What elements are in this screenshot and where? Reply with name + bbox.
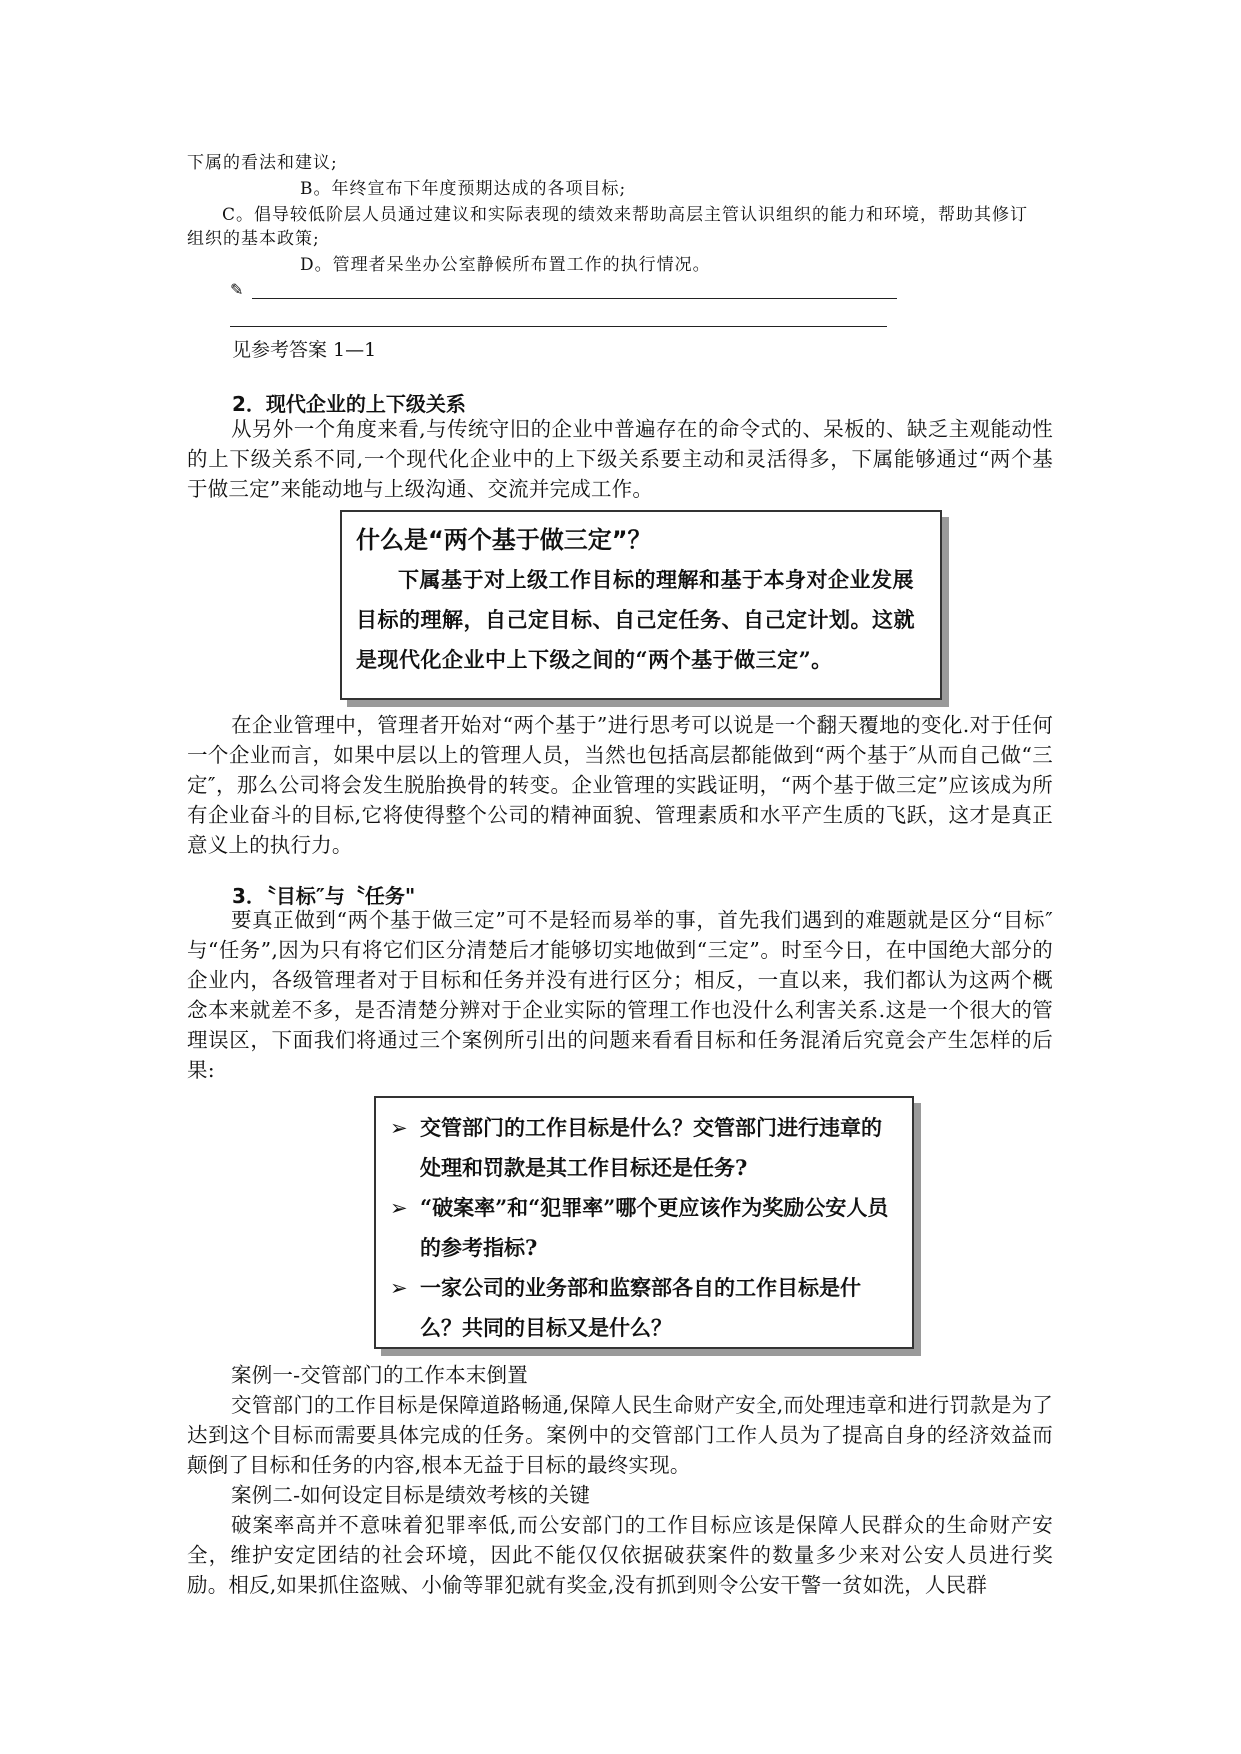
- question-text: “破案率”和“犯罪率”哪个更应该作为奖励公安人员的参考指标?: [420, 1195, 889, 1260]
- arrow-bullet-icon: ➢: [390, 1276, 408, 1300]
- question-item: [390, 1108, 898, 1188]
- question-item: [390, 1188, 898, 1268]
- answer-line-2: [230, 326, 887, 327]
- pencil-icon: ✎: [230, 280, 244, 299]
- answer-line-1: [252, 298, 897, 299]
- answer-reference: 见参考答案 1—1: [232, 339, 377, 361]
- arrow-bullet-icon: ➢: [390, 1196, 408, 1220]
- questions-box: [374, 1096, 914, 1349]
- section2-paragraph-1: 从另外一个角度来看,与传统守旧的企业中普遍存在的命令式的、呆板的、缺乏主观能动性的上下级关系不同,一个现代化企业中的上下级关系要主动和灵活得多，下属能够通过“两个基于做三定”来能动地与上级沟通、交流并完成工作。: [187, 417, 1053, 501]
- case2-text: 破案率高并不意味着犯罪率低,而公安部门的工作目标应该是保障人民群众的生命财产安全，维护安定团结的社会环境，因此不能仅仅依据破获案件的数量多少来对公安人员进行奖励。相反,如果抓住盗贼、小偷等罪犯就有奖金,没有抓到则令公安干警一贫如洗，人民群: [187, 1513, 1053, 1597]
- case2-title: 案例二-如何设定目标是绩效考核的关键: [231, 1483, 591, 1507]
- question-text: 一家公司的业务部和监察部各自的工作目标是什么？共同的目标又是什么？: [420, 1275, 861, 1340]
- question-item: [390, 1268, 898, 1348]
- option-c-line1: C。倡导较低阶层人员通过建议和实际表现的绩效来帮助高层主管认识组织的能力和环境，帮助其修订: [222, 205, 1029, 225]
- definition-box: [340, 510, 942, 700]
- option-b: B。年终宣布下年度预期达成的各项目标;: [300, 179, 627, 199]
- option-a-continuation: 下属的看法和建议;: [187, 153, 338, 173]
- question-text: 交管部门的工作目标是什么？交管部门进行违章的处理和罚款是其工作目标还是任务?: [420, 1115, 882, 1180]
- case1-text: 交管部门的工作目标是保障道路畅通,保障人民生命财产安全,而处理违章和进行罚款是为了达到这个目标而需要具体完成的任务。案例中的交管部门工作人员为了提高自身的经济效益而颠倒了目标和任务的内容,根本无益于目标的最终实现。: [187, 1393, 1053, 1477]
- section2-paragraph-2: 在企业管理中，管理者开始对“两个基于”进行思考可以说是一个翻天覆地的变化.对于任何一个企业而言，如果中层以上的管理人员，当然也包括高层都能做到“两个基于″从而自己做“三定″，那么公司将会发生脱胎换骨的转变。企业管理的实践证明，“两个基于做三定”应该成为所有企业奋斗的目标,它将使得整个公司的精神面貌、管理素质和水平产生质的飞跃，这才是真正意义上的执行力。: [187, 713, 1053, 857]
- case1-title: 案例一-交管部门的工作本末倒置: [231, 1363, 528, 1387]
- section2-heading: 2．现代企业的上下级关系: [232, 392, 466, 416]
- option-c-line2: 组织的基本政策;: [187, 229, 320, 249]
- section3-heading: 3．〝目标″与〝任务": [232, 884, 416, 908]
- definition-box-title: 什么是“两个基于做三定”？: [356, 526, 652, 554]
- definition-box-body: 下属基于对上级工作目标的理解和基于本身对企业发展目标的理解，自己定目标、自己定任务、自己定计划。这就是现代化企业中上下级之间的“两个基于做三定”。: [356, 567, 915, 672]
- section3-paragraph-1: 要真正做到“两个基于做三定”可不是轻而易举的事，首先我们遇到的难题就是区分“目标″与“任务”,因为只有将它们区分清楚后才能够切实地做到“三定”。时至今日，在中国绝大部分的企业内，各级管理者对于目标和任务并没有进行区分；相反，一直以来，我们都认为这两个概念本来就差不多，是否清楚分辨对于企业实际的管理工作也没什么利害关系.这是一个很大的管理误区，下面我们将通过三个案例所引出的问题来看看目标和任务混淆后究竟会产生怎样的后果:: [187, 908, 1053, 1082]
- arrow-bullet-icon: ➢: [390, 1116, 408, 1140]
- option-d: D。管理者呆坐办公室静候所布置工作的执行情况。: [300, 255, 711, 275]
